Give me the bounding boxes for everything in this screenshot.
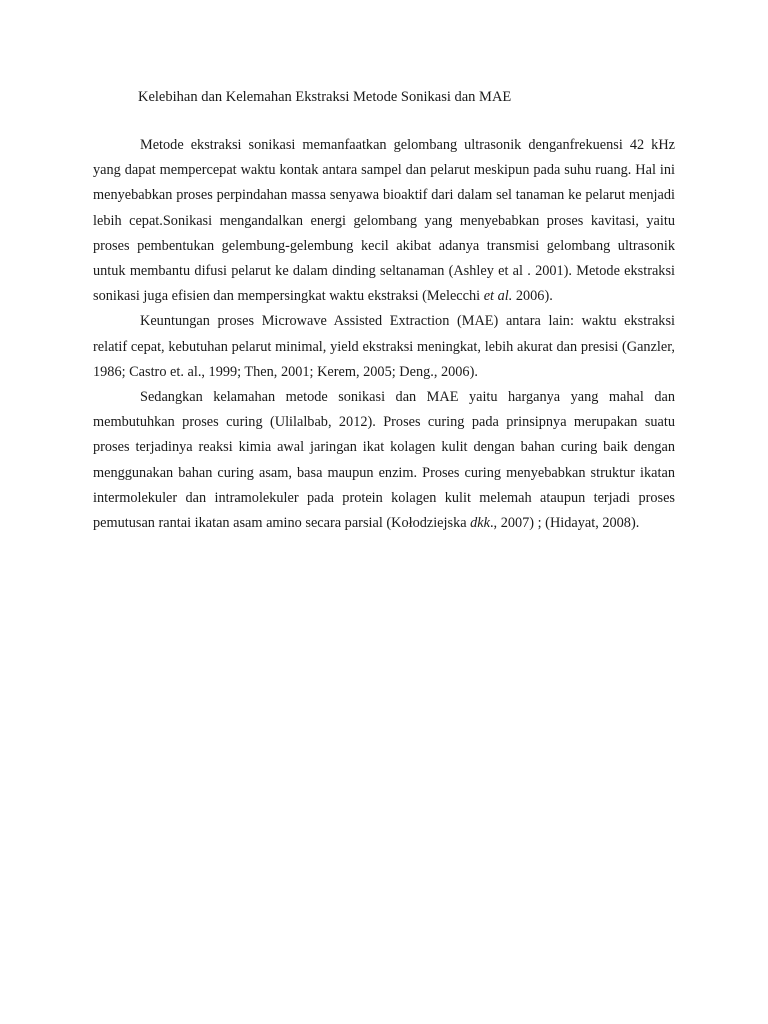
paragraph-text: Keuntungan proses Microwave Assisted Extraction (MAE) antara lain: waktu ekstraksi relatif cepat, kebutuhan pelarut minimal, yield ekstraksi meningkat, lebih akurat dan presisi (Ganzler, 1986; Castro et. al., 1999; Then, 2001; Kerem, 2005; Deng., 2006). — [93, 313, 675, 380]
paragraph-text: Metode ekstraksi sonikasi memanfaatkan gelombang ultrasonik denganfrekuensi 42 kHz yang dapat mempercepat waktu kontak antara sampel dan pelarut meskipun pada suhu ruang. Hal ini menyebabkan proses perpindahan massa senyawa bioaktif dari dalam sel tanaman ke pelarut menjadi lebih cepat.Sonikasi mengandalkan energi gelombang yang menyebabkan proses kavitasi, yaitu proses pembentukan gelembung-gelembung kecil akibat adanya transmisi gelombang ultrasonik untuk membantu difusi pelarut ke dalam dinding seltanaman (Ashley et al . 2001). Metode ekstraksi sonikasi juga efisien dan mempersingkat waktu ekstraksi (Melecchi — [93, 137, 675, 305]
document-body — [93, 133, 675, 536]
paragraph-italic-citation: et al. — [483, 288, 513, 305]
paragraph-text: ., 2007) ; (Hidayat, 2008). — [489, 515, 640, 532]
paragraph-kelemahan — [93, 385, 675, 536]
paragraph-sonikasi — [93, 133, 675, 309]
paragraph-mae-keuntungan — [93, 309, 675, 385]
paragraph-text: Sedangkan kelamahan metode sonikasi dan MAE yaitu harganya yang mahal dan membutuhkan proses curing (Ulilalbab, 2012). Proses curing pada prinsipnya merupakan suatu proses terjadinya reaksi kimia awal jaringan ikat kolagen kulit dengan bahan curing baik dengan menggunakan bahan curing asam, basa maupun enzim. Proses curing menyebabkan struktur ikatan intermolekuler dan intramolekuler pada protein kolagen kulit melemah ataupun terjadi proses pemutusan rantai ikatan asam amino secara parsial (Kołodziejska — [93, 389, 675, 532]
paragraph-italic-citation: dkk — [470, 515, 490, 532]
document-title: Kelebihan dan Kelemahan Ekstraksi Metode Sonikasi dan MAE — [138, 89, 512, 105]
paragraph-text: 2006). — [512, 288, 553, 305]
